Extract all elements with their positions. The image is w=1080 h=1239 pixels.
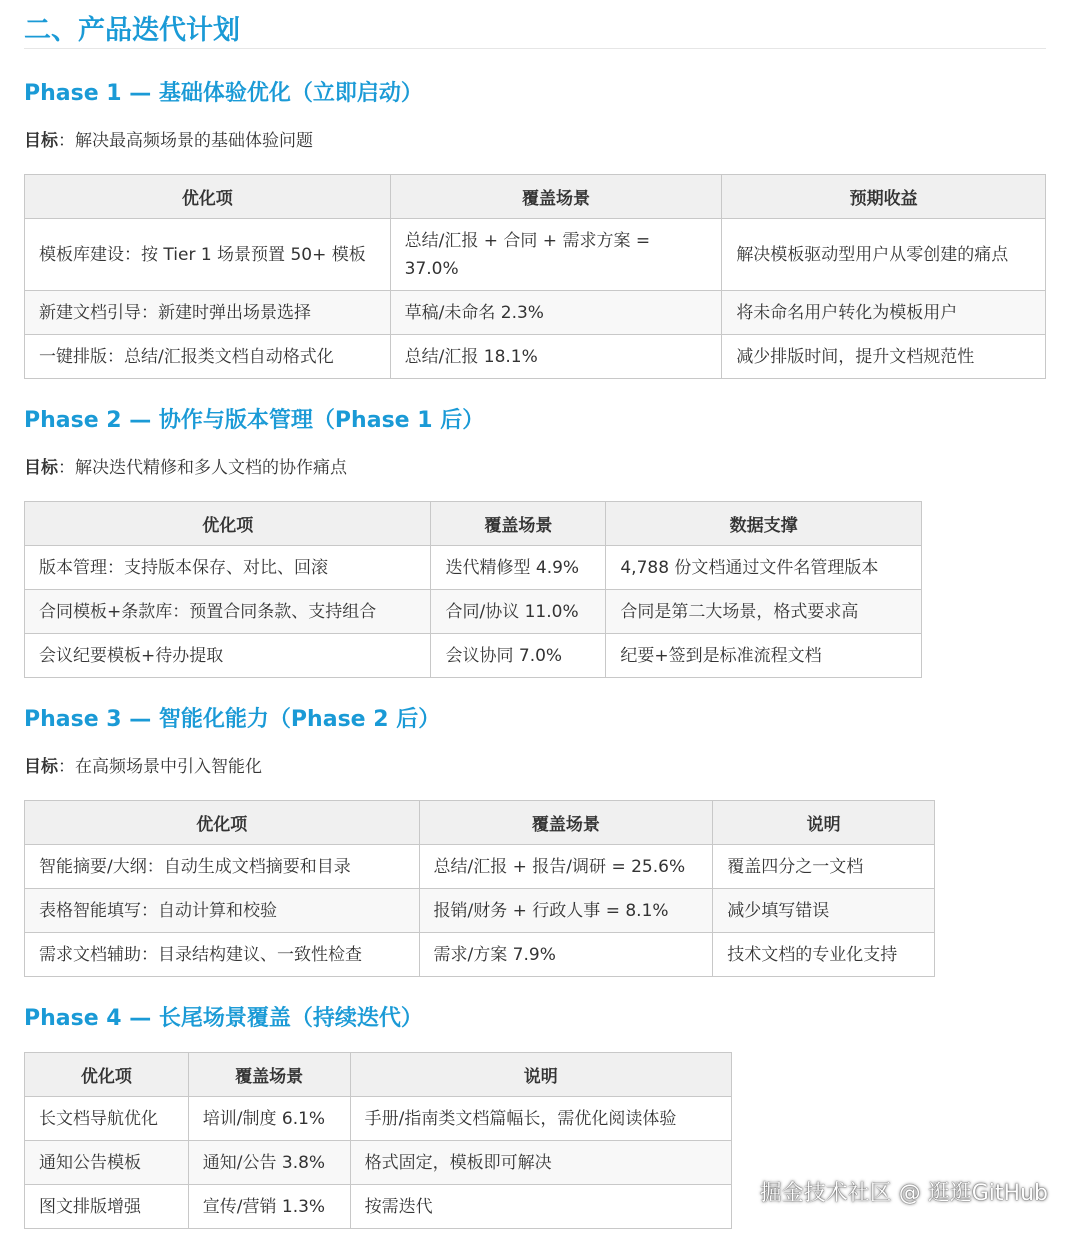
table-cell: 需求文档辅助：目录结构建议、一致性检查 [25,933,420,977]
phase-3-goal [24,755,262,779]
table-row [25,291,1046,335]
column-header: 预期收益 [722,175,1046,219]
table-cell: 总结/汇报 + 报告/调研 = 25.6% [419,845,713,889]
watermark: 掘金技术社区 @ 逛逛GitHub [759,1181,1048,1206]
table-cell: 模板库建设：按 Tier 1 场景预置 50+ 模板 [25,219,391,291]
table-cell: 草稿/未命名 2.3% [390,291,722,335]
table-cell: 通知公告模板 [25,1141,189,1185]
table-cell: 合同是第二大场景，格式要求高 [606,590,922,634]
phase-4-title: Phase 4 — 长尾场景覆盖（持续迭代） [24,1006,423,1031]
table-row [25,546,922,590]
table-row [25,1141,732,1185]
column-header: 说明 [350,1053,731,1097]
table-cell: 合同模板+条款库：预置合同条款、支持组合 [25,590,431,634]
table-row [25,1097,732,1141]
table-cell: 覆盖四分之一文档 [713,845,935,889]
table-row [25,219,1046,291]
goal-text: ：在高频场景中引入智能化 [58,757,262,777]
table-header-row [25,801,935,845]
table-cell: 宣传/营销 1.3% [188,1185,350,1229]
table-cell: 会议纪要模板+待办提取 [25,634,431,678]
phase-1-table [24,174,1046,379]
table-cell: 总结/汇报 + 合同 + 需求方案 = 37.0% [390,219,722,291]
phase-1-goal [24,129,313,153]
table-cell: 解决模板驱动型用户从零创建的痛点 [722,219,1046,291]
table-cell: 4,788 份文档通过文件名管理版本 [606,546,922,590]
table-row [25,889,935,933]
table-cell: 新建文档引导：新建时弹出场景选择 [25,291,391,335]
table-row [25,1185,732,1229]
table-cell: 按需迭代 [350,1185,731,1229]
table-row [25,590,922,634]
table-cell: 纪要+签到是标准流程文档 [606,634,922,678]
column-header: 覆盖场景 [188,1053,350,1097]
table-cell: 将未命名用户转化为模板用户 [722,291,1046,335]
table-cell: 版本管理：支持版本保存、对比、回滚 [25,546,431,590]
table-cell: 需求/方案 7.9% [419,933,713,977]
goal-text: ：解决最高频场景的基础体验问题 [58,131,313,151]
column-header: 说明 [713,801,935,845]
table-cell: 智能摘要/大纲：自动生成文档摘要和目录 [25,845,420,889]
table-cell: 会议协同 7.0% [431,634,606,678]
table-row [25,933,935,977]
phase-2-section [24,407,484,435]
table-cell: 减少填写错误 [713,889,935,933]
table-cell: 技术文档的专业化支持 [713,933,935,977]
table-row [25,335,1046,379]
table-header-row [25,1053,732,1097]
column-header: 覆盖场景 [390,175,722,219]
goal-label: 目标 [24,458,58,478]
phase-3-section [24,706,440,734]
section-title: 二、产品迭代计划 [24,0,1046,49]
column-header: 优化项 [25,175,391,219]
table-cell: 手册/指南类文档篇幅长，需优化阅读体验 [350,1097,731,1141]
table-cell: 总结/汇报 18.1% [390,335,722,379]
phase-1-title: Phase 1 — 基础体验优化（立即启动） [24,81,423,106]
table-row [25,634,922,678]
goal-text: ：解决迭代精修和多人文档的协作痛点 [58,458,347,478]
table-cell: 长文档导航优化 [25,1097,189,1141]
phase-4-section [24,1005,423,1033]
table-cell: 一键排版：总结/汇报类文档自动格式化 [25,335,391,379]
table-cell: 培训/制度 6.1% [188,1097,350,1141]
phase-2-table [24,501,922,678]
column-header: 优化项 [25,502,431,546]
column-header: 覆盖场景 [431,502,606,546]
phase-4-table [24,1052,732,1229]
column-header: 覆盖场景 [419,801,713,845]
column-header: 数据支撑 [606,502,922,546]
table-cell: 通知/公告 3.8% [188,1141,350,1185]
goal-label: 目标 [24,131,58,151]
table-header-row [25,175,1046,219]
phase-3-table [24,800,935,977]
table-cell: 表格智能填写：自动计算和校验 [25,889,420,933]
column-header: 优化项 [25,1053,189,1097]
table-cell: 合同/协议 11.0% [431,590,606,634]
table-cell: 报销/财务 + 行政人事 = 8.1% [419,889,713,933]
column-header: 优化项 [25,801,420,845]
phase-1-section [24,80,423,108]
table-cell: 迭代精修型 4.9% [431,546,606,590]
table-cell: 格式固定，模板即可解决 [350,1141,731,1185]
table-cell: 图文排版增强 [25,1185,189,1229]
phase-2-title: Phase 2 — 协作与版本管理（Phase 1 后） [24,408,485,433]
phase-3-title: Phase 3 — 智能化能力（Phase 2 后） [24,707,441,732]
table-row [25,845,935,889]
phase-2-goal [24,456,347,480]
goal-label: 目标 [24,757,58,777]
table-header-row [25,502,922,546]
table-cell: 减少排版时间，提升文档规范性 [722,335,1046,379]
